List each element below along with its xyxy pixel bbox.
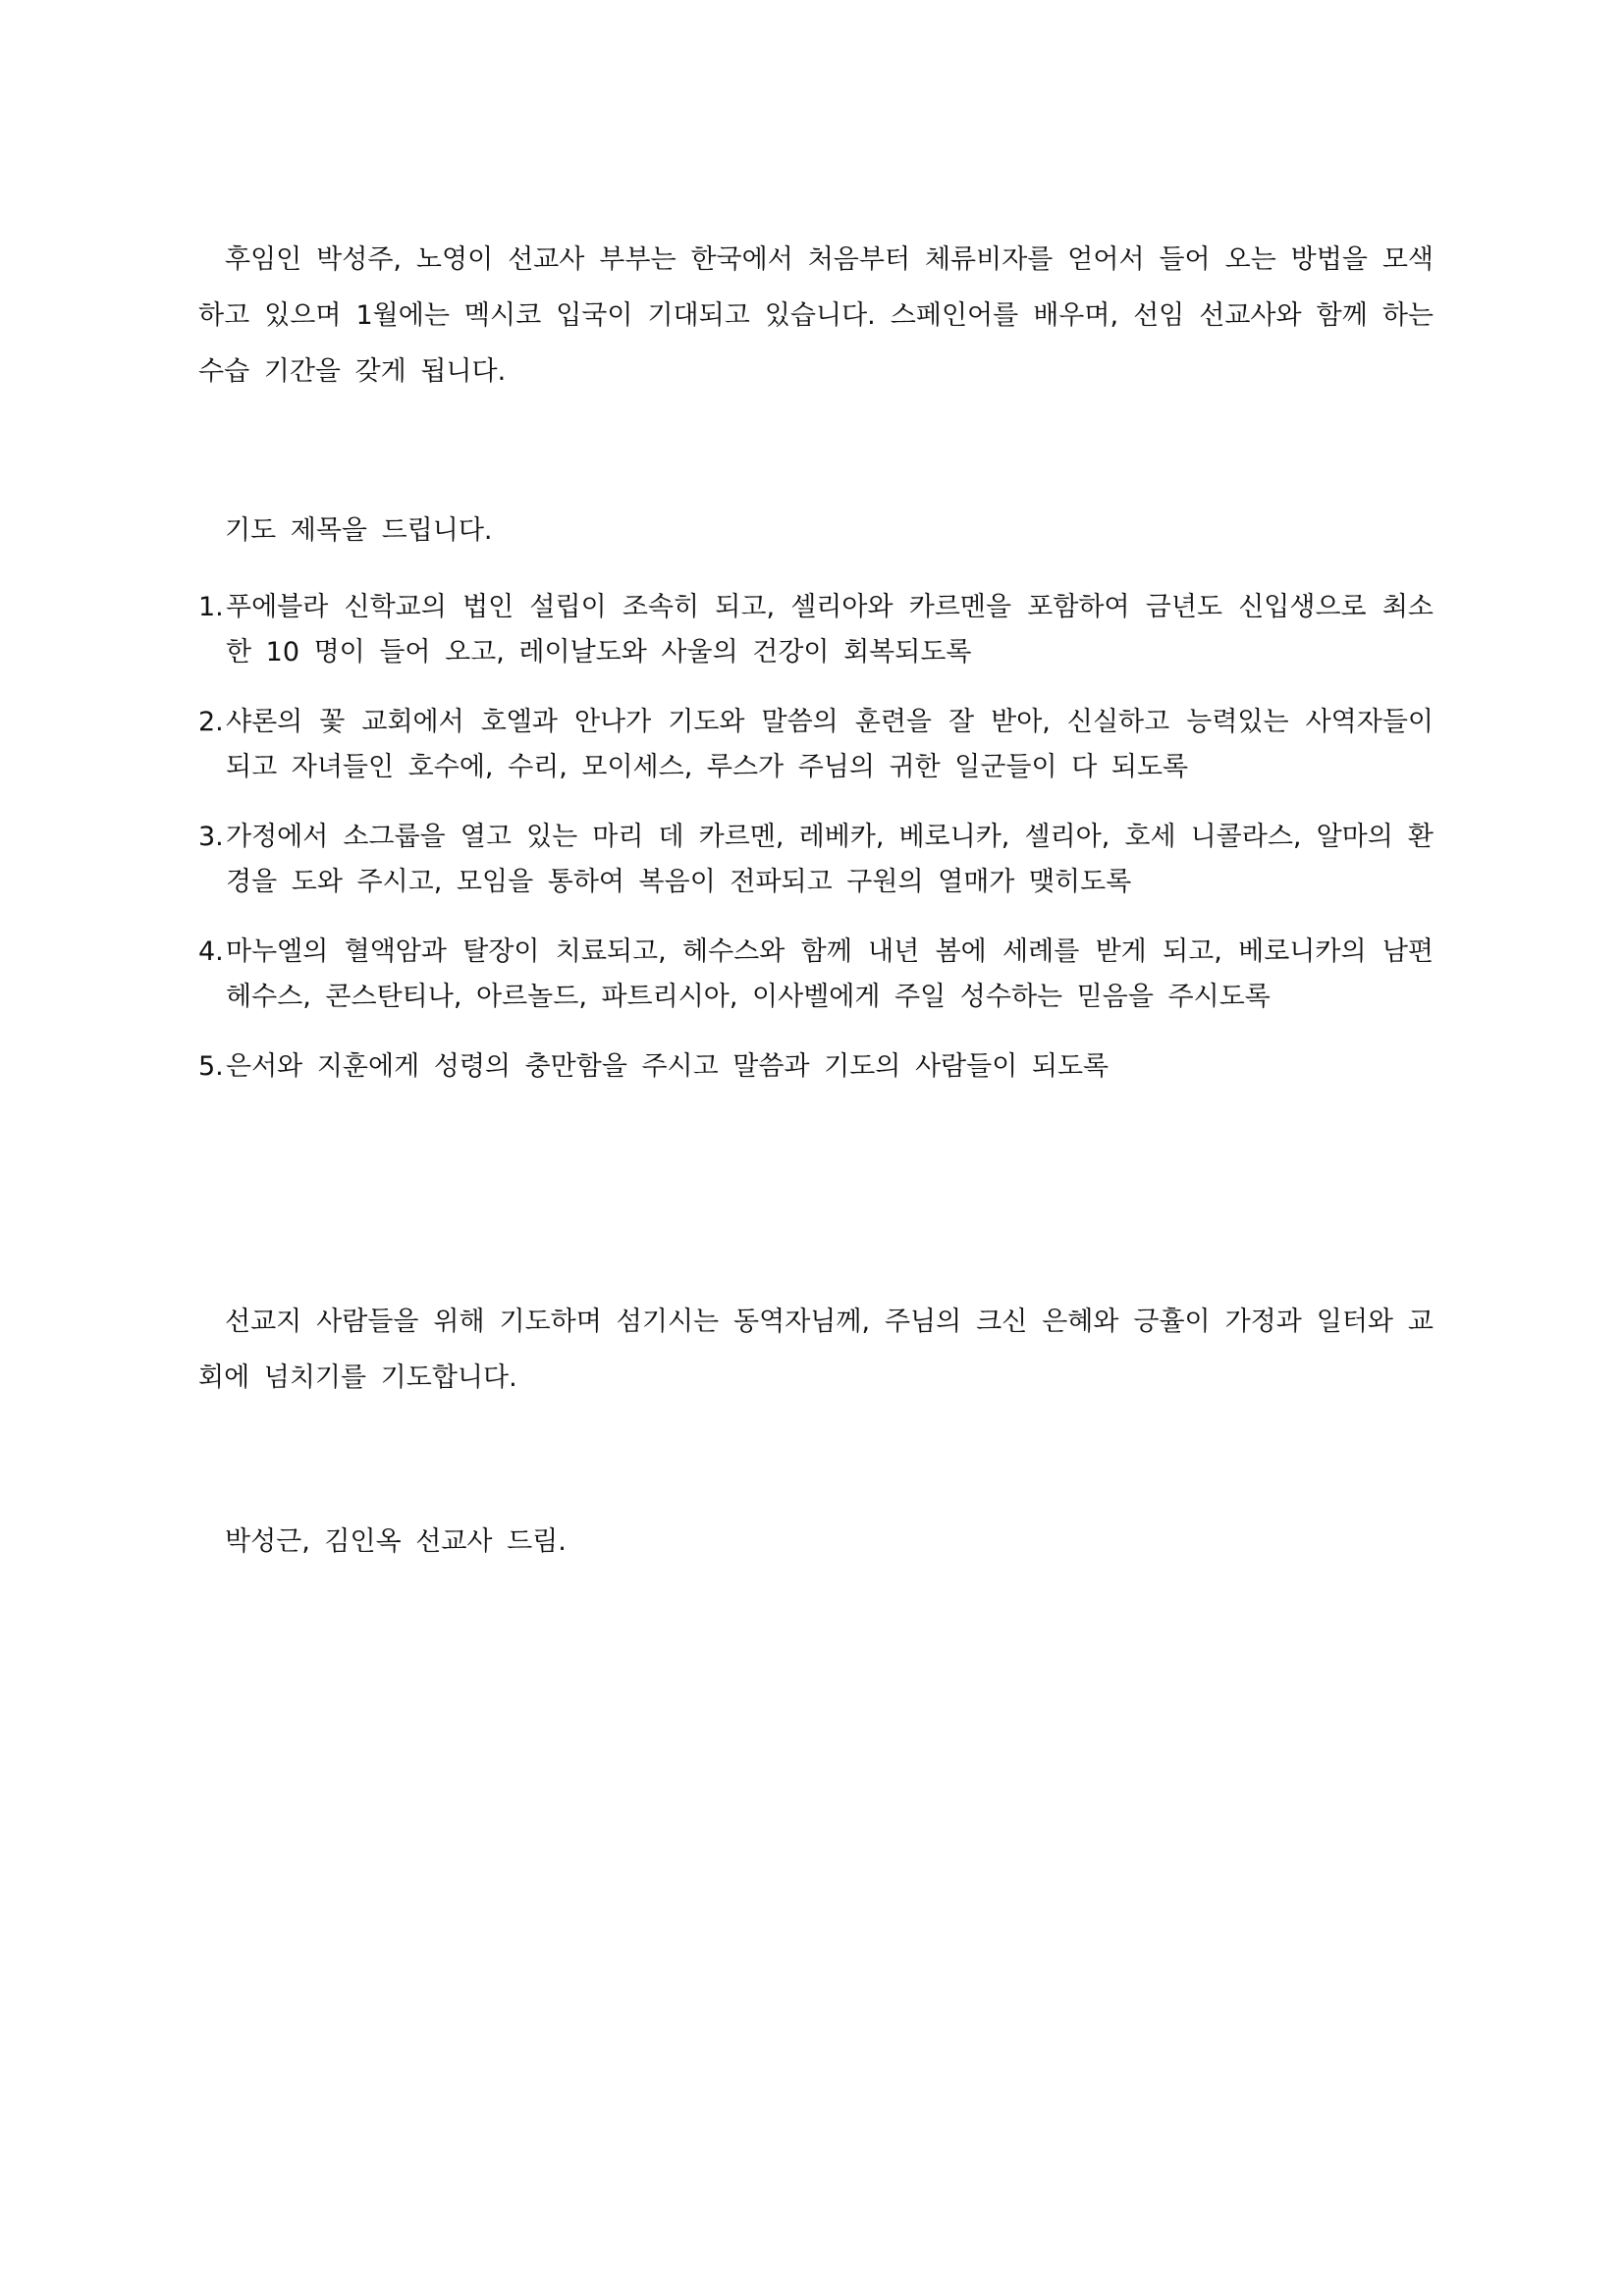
prayer-heading: 기도 제목을 드립니다. <box>225 515 493 546</box>
prayer-item-2 <box>198 700 1434 790</box>
prayer-item-number: 4. <box>198 936 224 967</box>
prayer-item-1 <box>198 585 1434 675</box>
prayer-item-text: 푸에블라 신학교의 법인 설립이 조속히 되고, 셀리아와 카르멘을 포함하여 금년도 신입생으로 최소한 10 명이 들어 오고, 레이날도와 사울의 건강이 회복되도록 <box>226 592 1434 667</box>
prayer-item-3 <box>198 815 1434 905</box>
prayer-item-text: 샤론의 꽃 교회에서 호엘과 안나가 기도와 말씀의 훈련을 잘 받아, 신실하고 능력있는 사역자들이 되고 자녀들인 호수에, 수리, 모이세스, 루스가 주님의 귀한 일군들이 다 되도록 <box>226 707 1434 782</box>
prayer-item-number: 3. <box>198 822 224 852</box>
prayer-item-number: 5. <box>198 1051 224 1082</box>
prayer-item-number: 2. <box>198 707 224 737</box>
signature: 박성근, 김인옥 선교사 드림. <box>225 1526 567 1557</box>
closing-paragraph: 선교지 사람들을 위해 기도하며 섬기시는 동역자님께, 주님의 크신 은혜와 긍휼이 가정과 일터와 교회에 넘치기를 기도합니다. <box>198 1307 1434 1393</box>
prayer-item-number: 1. <box>198 592 224 622</box>
prayer-list <box>198 585 1434 1114</box>
prayer-item-5 <box>198 1044 1434 1090</box>
prayer-item-text: 마누엘의 혈액암과 탈장이 치료되고, 헤수스와 함께 내년 봄에 세례를 받게 되고, 베로니카의 남편 헤수스, 콘스탄티나, 아르놀드, 파트리시아, 이사벨에게 주일 성수하는 믿음을 주시도록 <box>226 936 1434 1012</box>
intro-paragraph: 후임인 박성주, 노영이 선교사 부부는 한국에서 처음부터 체류비자를 얻어서 들어 오는 방법을 모색하고 있으며 1월에는 멕시코 입국이 기대되고 있습니다. 스페인어를 배우며, 선임 선교사와 함께 하는 수습 기간을 갖게 됩니다. <box>198 244 1434 387</box>
prayer-item-4 <box>198 930 1434 1020</box>
prayer-item-text: 은서와 지훈에게 성령의 충만함을 주시고 말씀과 기도의 사람들이 되도록 <box>226 1051 1110 1082</box>
prayer-item-text: 가정에서 소그룹을 열고 있는 마리 데 카르멘, 레베카, 베로니카, 셀리아, 호세 니콜라스, 알마의 환경을 도와 주시고, 모임을 통하여 복음이 전파되고 구원의 열매가 맺히도록 <box>226 822 1434 897</box>
